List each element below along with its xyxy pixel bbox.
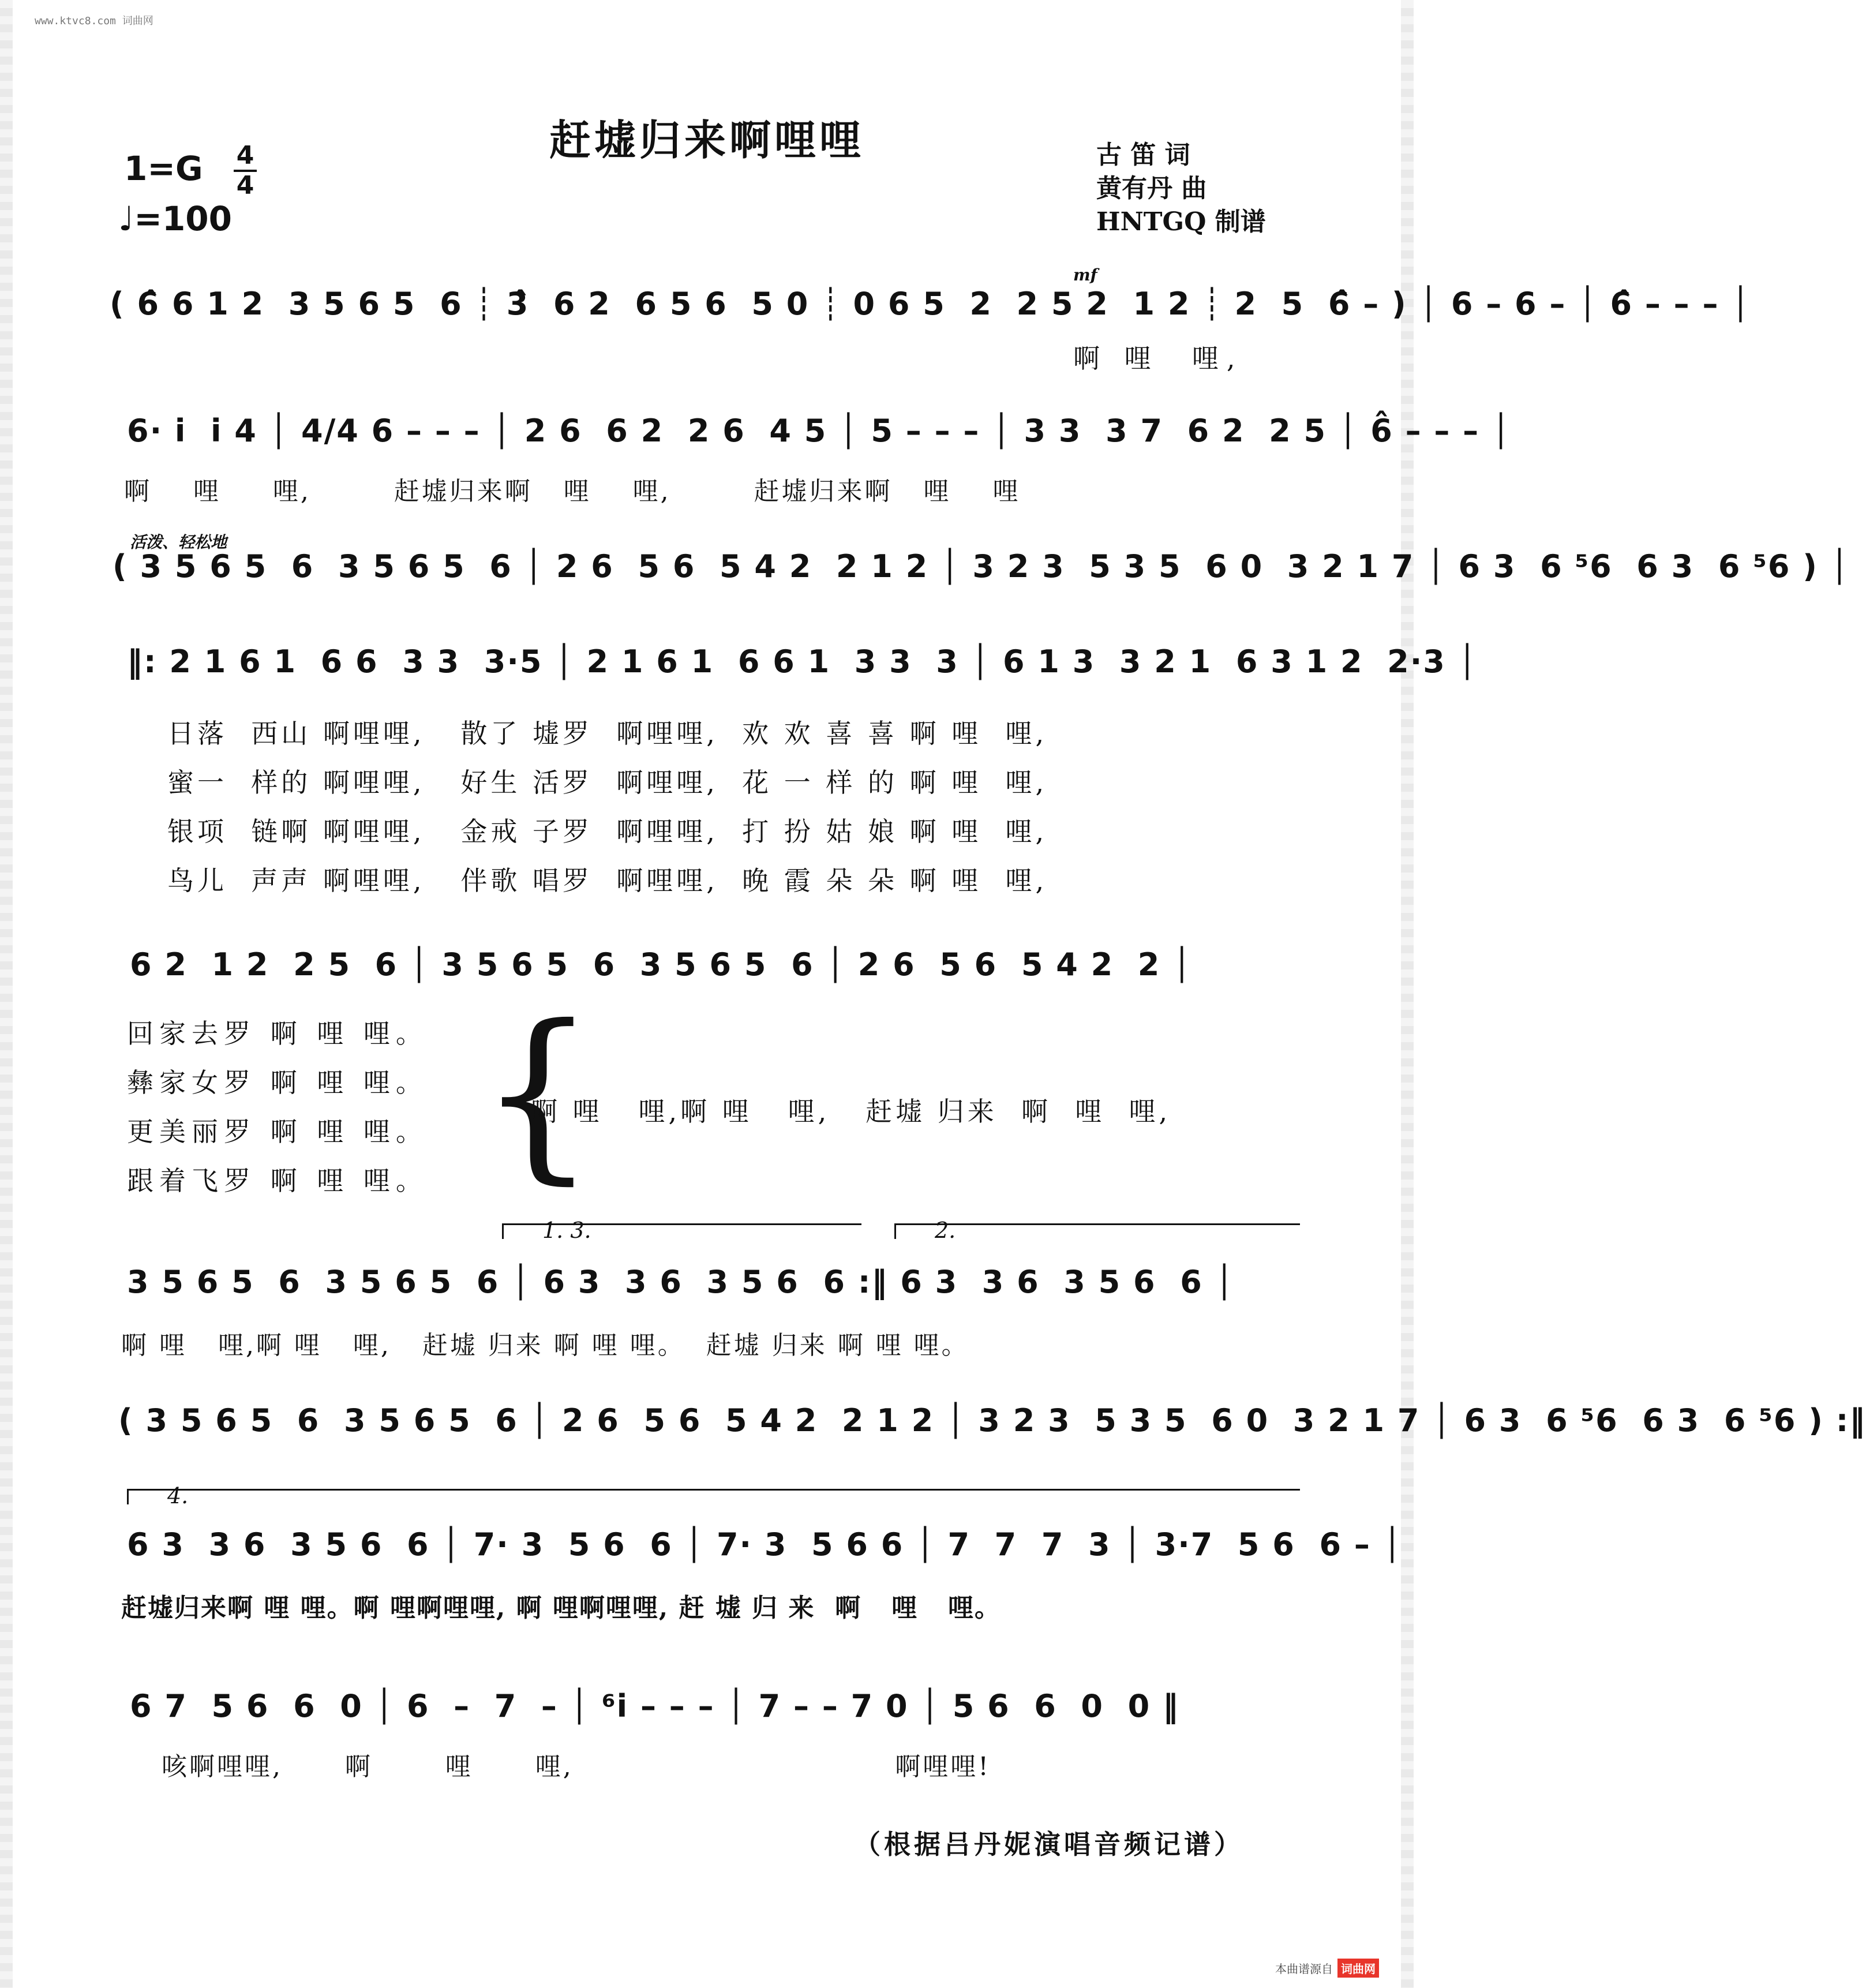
staff-line-5: 6 2 1 2 2 5 6 │ 3 5 6 5 6 3 5 6 5 6 │ 2 6 5 6 5 4 2 2 │	[130, 946, 1193, 983]
staff-line-8: 6 3 3 6 3 5 6 6 │ 7· 3 5 6 6 │ 7· 3 5 6 6 │ 7 7 7 3 │ 3·7 5 6 6 – │	[127, 1526, 1403, 1563]
arranger-credit: HNTGQ 制谱	[1096, 207, 1266, 237]
refrain-lyric: 啊 哩 哩,啊 哩 哩, 赶墟 归来 啊 哩 哩,	[531, 1096, 1171, 1127]
volta-bracket-fourth	[127, 1489, 1300, 1504]
verse-2: 蜜一 样的 啊哩哩, 好生 活罗 啊哩哩, 花 一 样 的 啊 哩 哩,	[167, 767, 1048, 798]
verse-1: 日落 西山 啊哩哩, 散了 墟罗 啊哩哩, 欢 欢 喜 喜 啊 哩 哩,	[167, 718, 1048, 749]
staff-line-7: ( 3 5 6 5 6 3 5 6 5 6 │ 2 6 5 6 5 4 2 2 1 2 │ 3 2 3 5 3 5 6 0 3 2 1 7 │ 6 3 6 ⁵6 6 3 6 ⁵6 ) :‖	[118, 1402, 1866, 1439]
dynamic-mf: mf	[1073, 265, 1097, 284]
lyric-line-9: 咳啊哩哩, 啊 哩 哩, 啊哩哩!	[162, 1752, 991, 1781]
verse-3: 银项 链啊 啊哩哩, 金戒 子罗 啊哩哩, 打 扮 姑 娘 啊 哩 哩,	[167, 816, 1048, 847]
time-signature	[234, 143, 257, 199]
staff-line-2: 6· i i 4 │ 4/4 6 – – – │ 2 6 6 2 2 6 4 5 │ 5 – – – │ 3 3 3 7 6 2 2 5 │ 6̂ – – – │	[127, 413, 1512, 449]
lyric-line-8: 赶墟归来啊 哩 哩。啊 哩啊哩哩, 啊 哩啊哩哩, 赶 墟 归 来 啊 哩 哩。	[121, 1593, 1002, 1623]
lyric-line-1: 啊 哩 哩,	[1073, 343, 1243, 374]
source-footer	[1275, 1959, 1379, 1978]
composer-credit: 黄有丹 曲	[1096, 174, 1207, 203]
verse-brace: {	[479, 986, 597, 1201]
volta-label-fourth: 4.	[167, 1483, 189, 1508]
verse-4: 鸟儿 声声 啊哩哩, 伴歌 唱罗 啊哩哩, 晚 霞 朵 朵 啊 哩 哩,	[167, 865, 1048, 896]
site-watermark: www.ktvc8.com 词曲网	[35, 15, 153, 27]
staff-line-6: 3 5 6 5 6 3 5 6 5 6 │ 6 3 3 6 3 5 6 6 :‖ 6 3 3 6 3 5 6 6 │	[127, 1264, 1235, 1300]
staff-line-9: 6 7 5 6 6 0 │ 6 – 7 – │ ⁶i – – – │ 7 – – 7 0 │ 5 6 6 0 0 ‖	[130, 1688, 1179, 1724]
meter-bottom: 4	[236, 171, 254, 200]
staff-line-4: ‖: 2 1 6 1 6 6 3 3 3·5 │ 2 1 6 1 6 6 1 3 3 3 │ 6 1 3 3 2 1 6 3 1 2 2·3 │	[127, 643, 1478, 680]
volta-label-first: 1. 3.	[542, 1218, 591, 1243]
lyricist-credit: 古 笛 词	[1096, 140, 1190, 170]
meter-top: 4	[236, 141, 254, 170]
lyric-line-2: 啊 哩 哩, 赶墟归来啊 哩 哩, 赶墟归来啊 哩 哩	[124, 477, 1021, 506]
left-decorative-strip	[0, 0, 13, 1988]
song-title: 赶墟归来啊哩哩	[549, 115, 864, 164]
ending-3: 更美丽罗 啊 哩 哩。	[127, 1116, 428, 1147]
key-signature: 1=G	[124, 149, 203, 188]
staff-line-3: ( 3 5 6 5 6 3 5 6 5 6 │ 2 6 5 6 5 4 2 2 1 2 │ 3 2 3 5 3 5 6 0 3 2 1 7 │ 6 3 6 ⁵6 6 3 6 ⁵6 ) │	[113, 548, 1850, 585]
tempo-marking: ♩=100	[118, 199, 233, 238]
ending-2: 彝家女罗 啊 哩 哩。	[127, 1067, 428, 1098]
expression-mark: 活泼、轻松地	[130, 533, 227, 552]
transcription-note: （根据吕丹妮演唱音频记谱）	[854, 1829, 1244, 1860]
ending-1: 回家去罗 啊 哩 哩。	[127, 1018, 428, 1049]
staff-line-1: ( 6̂ 6 1 2 3 5 6 5 6 ┊ 3̂ 6 2 6 5 6 5 0 ┊ 0 6 5 2 2 5 2 1 2 ┊ 2 5 6̂ – ) │ 6 – 6 – │ 6̂ – – – │	[110, 286, 1751, 322]
source-footer-text: 本曲谱源自	[1275, 1962, 1333, 1976]
lyric-line-6: 啊 哩 哩,啊 哩 哩, 赶墟 归来 啊 哩 哩。 赶墟 归来 啊 哩 哩。	[121, 1331, 969, 1360]
ending-4: 跟着飞罗 啊 哩 哩。	[127, 1165, 428, 1196]
site-logo-tag[interactable]: 词曲网	[1337, 1959, 1379, 1978]
credits	[1096, 138, 1266, 239]
volta-label-second: 2.	[935, 1218, 956, 1243]
